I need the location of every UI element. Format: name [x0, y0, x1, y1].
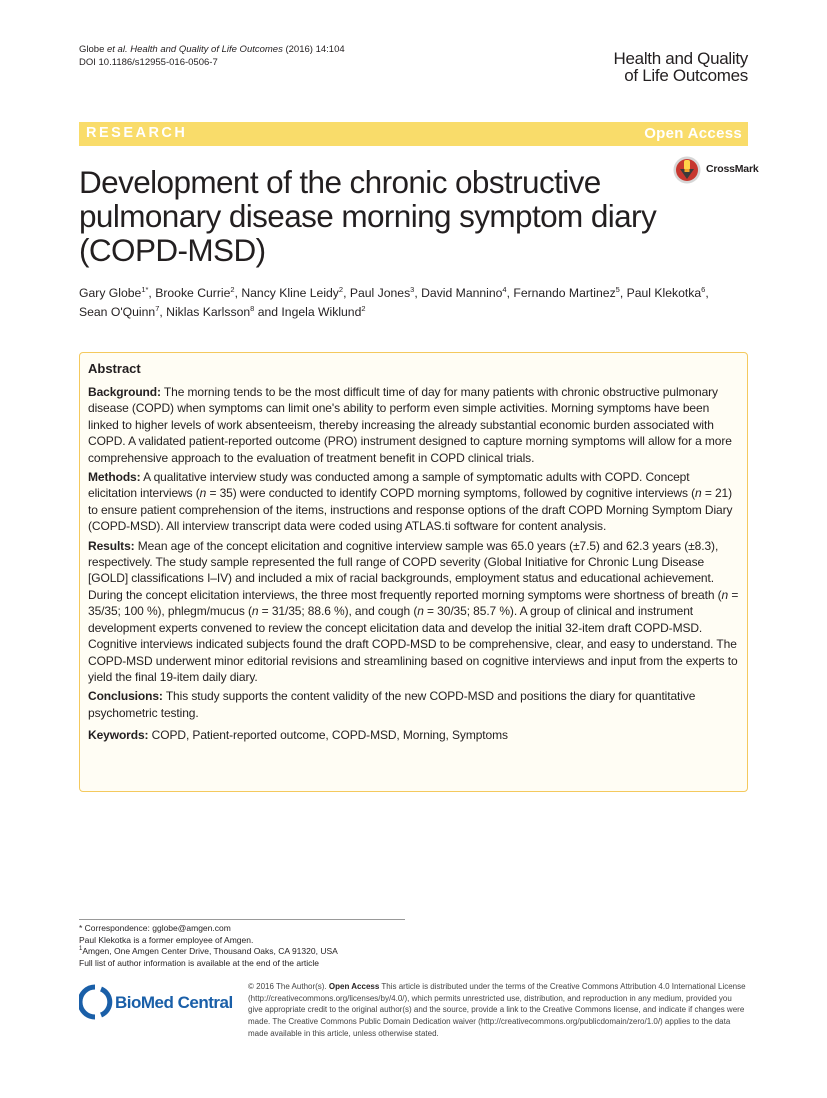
author-affiliation-sup: 2 [361, 304, 366, 313]
author-info-note: Full list of author information is available at the end of the article [79, 957, 320, 968]
abstract-content [88, 361, 739, 747]
background-text: The morning tends to be the most difficult time of day for many patients with chronic obstructive pulmonary disease (COPD) when symptoms can limit one's ability to perform even simple activities. Morning symptoms have been linked to higher levels of work absenteeism, thereby increasing the already substantial economic burden associated with COPD. A validated patient-reported outcome (PRO) instrument designed to capture morning symptoms will allow for a more comprehensive approach to the evaluation of treatment benefit in COPD clinical trials. [88, 385, 732, 465]
abstract-keywords [88, 727, 739, 743]
author-affiliation-sup: 2 [338, 285, 344, 294]
journal-name-line2: of Life Outcomes [624, 66, 748, 85]
author-name-text: Gary Globe [79, 286, 142, 300]
author-name[interactable] [166, 305, 254, 319]
n-symbol: n [695, 486, 702, 501]
results-text: = 30/35; 85.7 %). A group of clinical and instrument development experts convened to review the concept elicitation data and develop the initial 32-item draft COPD-MSD. Cognitive interviews indicated subjects found the draft COPD-MSD to be comprehensive, clear, and easy to understand. The COPD-MSD underwent minor editorial revisions and streamlining based on cognitive interviews and input from the experts to yield the final 19-item daily diary. [88, 604, 738, 684]
author-name[interactable] [241, 286, 343, 300]
biomed-central-logo-text: BioMed Central [115, 993, 233, 1012]
abstract-background [88, 384, 739, 466]
author-name-text: Brooke Currie [155, 286, 231, 300]
author-name[interactable] [79, 286, 148, 300]
affiliation-note [79, 946, 338, 958]
author-name-text: Nancy Kline Leidy [241, 286, 339, 300]
results-text: = 35/35; 100 %), phlegm/mucus ( [88, 587, 739, 619]
license-prefix: © 2016 The Author(s). [248, 982, 329, 991]
journal-name [614, 50, 748, 84]
author-name[interactable] [350, 286, 414, 300]
n-symbol: n [251, 604, 259, 619]
results-text: = 31/35; 88.6 %), and cough ( [258, 604, 418, 619]
results-label: Results: [88, 538, 135, 553]
keywords-label: Keywords: [88, 728, 149, 743]
abstract-conclusions [88, 688, 739, 721]
license-body: This article is distributed under the terms of the Creative Commons Attribution 4.0 International License (http://creativecommons.org/licenses/by/4.0/), which permits unrestricted use, distribution, and reproduction in any medium, provided you give appropriate credit to the original author(s) and the source, provide a link to the Creative Commons license, and indicate if changes were made. The Creative Commons Public Domain Dedication waiver (http://creativecommons.org/publicdomain/zero/1.0/) applies to the data made available in this article, unless otherwise stated. [248, 982, 746, 1038]
citation-authors: Globe [79, 44, 107, 55]
author-name[interactable] [627, 286, 706, 300]
abstract-box [79, 352, 748, 792]
author-name[interactable] [281, 305, 365, 319]
methods-text: = 21) to ensure patient comprehension of the items, instructions and response options of the draft COPD Morning Symptom Diary (COPD-MSD). All interview transcript data were coded using ATLAS.ti software for content analysis. [88, 486, 733, 534]
results-text: Mean age of the concept elicitation and cognitive interview sample was 65.0 years (±7.5) and 62.3 years (±8.3), respectively. The study sample represented the full range of COPD severity (Global Initiative for Chronic Lung Disease [GOLD] classifications I–IV) and included a mix of racial backgrounds, employment status and educational achievement. During the concept elicitation interviews, the three most frequently reported morning symptoms were shortness of breath ( [88, 538, 722, 602]
affiliation-sup: 1 [79, 946, 83, 952]
correspondence-note[interactable]: * Correspondence: gglobe@amgen.com [79, 923, 231, 933]
author-name-text: Fernando Martinez [513, 286, 616, 300]
author-name-text: Ingela Wiklund [281, 305, 362, 319]
author-affiliation-sup: 3 [410, 285, 415, 294]
abstract-results [88, 538, 739, 686]
citation-volume: (2016) 14:104 [282, 44, 345, 55]
biomed-central-logo-icon[interactable] [79, 982, 239, 1022]
author-affiliation-sup: 4 [502, 285, 507, 294]
methods-text: A qualitative interview study was conducted among a sample of symptomatic adults with COPD. Concept elicitation interviews ( [88, 470, 690, 501]
author-affiliation-sup: 7 [155, 304, 160, 313]
journal-name-line1: Health and Quality [613, 49, 748, 68]
author-name-text: Niklas Karlsson [166, 305, 251, 319]
n-symbol: n [721, 587, 729, 602]
citation-journal: et al. Health and Quality of Life Outcomes [107, 44, 283, 55]
author-name[interactable] [513, 286, 619, 300]
author-affiliation-sup: 2 [230, 285, 235, 294]
abstract-methods [88, 469, 739, 535]
footnotes [79, 923, 338, 969]
methods-text: = 35) were conducted to identify COPD morning symptoms, followed by cognitive interviews ( [206, 486, 696, 501]
article-title: Development of the chronic obstructive pulmonary disease morning symptom diary (COPD-MSD) [79, 164, 657, 268]
conclusions-label: Conclusions: [88, 689, 163, 704]
author-name-text: Paul Jones [349, 286, 411, 300]
license-open-access: Open Access [328, 982, 380, 991]
article-type-label: RESEARCH [86, 125, 188, 141]
author-affiliation-sup: 8 [250, 304, 255, 313]
citation-block [79, 43, 345, 69]
affiliation-text: Amgen, One Amgen Center Drive, Thousand Oaks, CA 91320, USA [82, 946, 338, 956]
license-text [248, 981, 748, 1040]
author-list: Gary Globe$^{1*}$, Brooke Currie$^2$, Nancy Kline Leidy$^2$, Paul Jones$^3$, David Mannino$^4$, Fernando Martinez$^5$, Paul Klekotka$^6$, Sean O'Quinn$^7$, Niklas Karlsson$^8$ and Ingela Wiklund$^2$ [79, 285, 709, 319]
abstract-heading: Abstract [88, 361, 141, 376]
doi[interactable]: DOI 10.1186/s12955-016-0506-7 [79, 57, 218, 68]
author-name[interactable] [79, 305, 159, 319]
author-affiliation-sup: 5 [615, 285, 620, 294]
background-label: Background: [88, 385, 161, 399]
methods-label: Methods: [88, 470, 141, 485]
author-affiliation-sup: 1* [141, 285, 149, 294]
conclusions-text: This study supports the content validity of the new COPD-MSD and positions the diary for quantitative psychometric testing. [88, 689, 696, 720]
n-symbol: n [417, 604, 424, 619]
crossmark-label[interactable]: CrossMark [706, 163, 759, 175]
author-name[interactable] [421, 286, 506, 300]
author-affiliation-sup: 6 [701, 285, 706, 294]
author-name-text: Paul Klekotka [626, 286, 702, 300]
keywords-text: COPD, Patient-reported outcome, COPD-MSD, Morning, Symptoms [148, 728, 508, 743]
former-employee-note: Paul Klekotka is a former employee of Amgen. [79, 934, 254, 945]
author-name-text: David Mannino [421, 286, 503, 300]
n-symbol: n [199, 486, 207, 501]
article-type-banner [79, 122, 748, 146]
author-name[interactable] [155, 286, 234, 300]
open-access-label: Open Access [644, 125, 742, 142]
citation-line [79, 43, 345, 56]
author-name-text: Sean O'Quinn [79, 305, 156, 319]
footnote-divider [79, 919, 405, 920]
